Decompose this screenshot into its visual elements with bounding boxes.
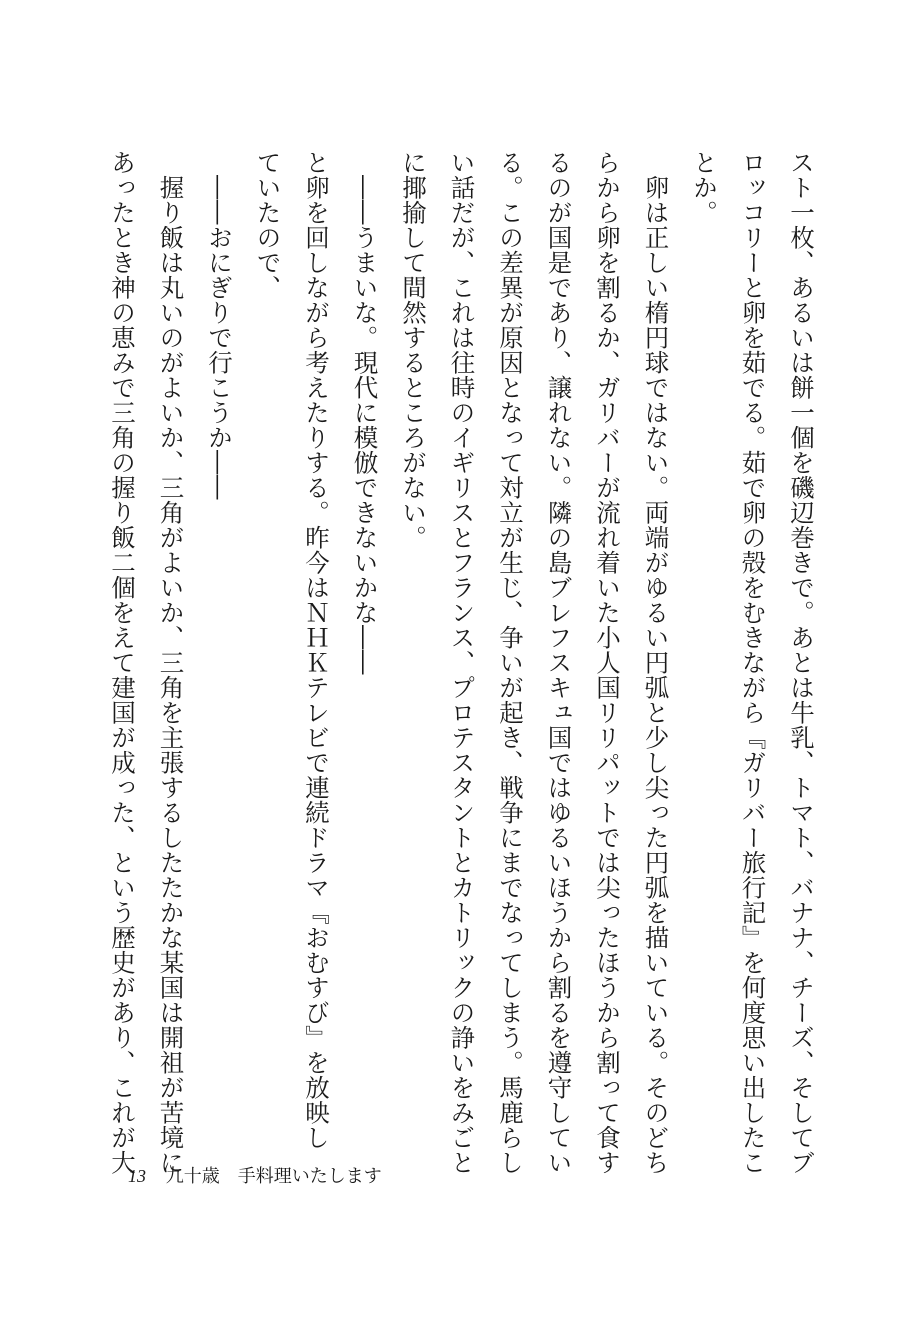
text-line: らから卵を割るか、ガリバーが流れ着いた小人国リリパットでは尖ったほうから割って食す [593, 150, 622, 1175]
page-footer [128, 1162, 382, 1188]
text-line: とか。 [690, 150, 719, 225]
text-line: と卵を回しながら考えたりする。昨今はＮＨＫテレビで連続ドラマ『おむすび』を放映し [302, 150, 331, 1150]
text-line: あったとき神の恵みで三角の握り飯二個をえて建国が成った、という歴史があり、これが大 [108, 150, 137, 1175]
text-line: ――おにぎりで行こうか―― [205, 174, 234, 500]
page-number: 13 [128, 1166, 146, 1186]
vertical-body-text [98, 150, 826, 1175]
running-title: 九十歳 手料理いたします [165, 1166, 382, 1187]
text-line: ――うまいな。現代に模倣できないかな―― [350, 174, 380, 675]
text-line: い話だが、これは往時のイギリスとフランス、プロテスタントとカトリックの諍いをみごと [447, 150, 477, 1175]
text-line: るのが国是であり、譲れない。隣の島ブレフスキュ国ではゆるいほうから割るを遵守してい [544, 150, 574, 1175]
text-line: に揶揄して間然するところがない。 [399, 150, 428, 550]
text-line: ていたので、 [253, 150, 283, 300]
text-line: ロッコリーと卵を茹でる。茹で卵の殻をむきながら『ガリバー旅行記』を何度思い出したこ [738, 150, 768, 1175]
text-line: 握り飯は丸いのがよいか、三角がよいか、三角を主張するしたたかな某国は開祖が苦境に [156, 174, 186, 1175]
text-line: 卵は正しい楕円球ではない。両端がゆるい円弧と少し尖った円弧を描いている。そのどち [641, 174, 671, 1175]
text-line: る。この差異が原因となって対立が生じ、争いが起き、戦争にまでなってしまう。馬鹿らし [496, 150, 525, 1175]
text-line: スト一枚、あるいは餅一個を磯辺巻きで。あとは牛乳、トマト、バナナ、チーズ、そしてブ [787, 150, 816, 1175]
